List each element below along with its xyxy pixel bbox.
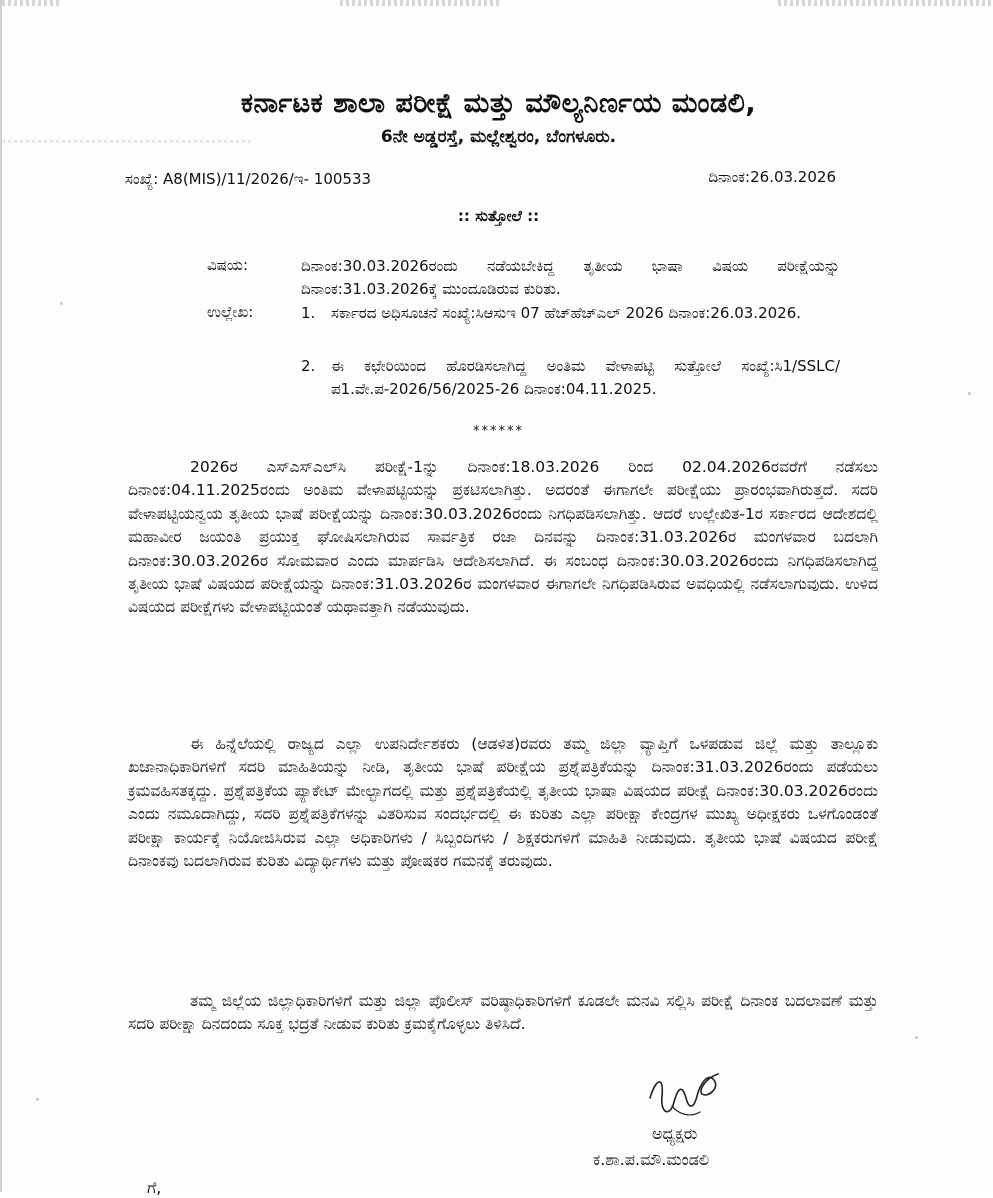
handwritten-signature: [642, 1058, 732, 1128]
scan-speck: [60, 302, 63, 305]
section-separator: ******: [473, 424, 524, 439]
organization-address: 6ನೇ ಅಡ್ಡರಸ್ತೆ, ಮಲ್ಲೇಶ್ವರಂ, ಬೆಂಗಳೂರು.: [380, 127, 617, 147]
scan-artifact-top-left: [2, 0, 62, 6]
signatory-title: ಅಧ್ಯಕ್ಷರು: [652, 1124, 698, 1143]
scan-speck: [36, 1098, 39, 1101]
reference-item: [301, 355, 840, 425]
reference-item: [301, 302, 840, 348]
subject-label: ವಿಷಯ:: [207, 256, 248, 274]
subject-text: ದಿನಾಂಕ:30.03.2026ರಂದು ನಡೆಯಬೇಕಿದ್ದ ತೃತೀಯ ಭಾಷಾ ವಿಷಯ ಪರೀಕ್ಷೆಯನ್ನು ದಿನಾಂಕ:31.03.2026ಕ್ಕೆ ಮುಂದೂಡಿರುವ ಕುರಿತು.: [301, 257, 840, 298]
recipient-to-label: ಗೆ,: [147, 1178, 162, 1197]
body-paragraph: ಈ ಹಿನ್ನೆಲೆಯಲ್ಲಿ ರಾಜ್ಯದ ಎಲ್ಲಾ ಉಪನಿರ್ದೇಶಕರು (ಆಡಳಿತ)ರವರು ತಮ್ಮ ಜಿಲ್ಲಾ ವ್ಯಾಪ್ತಿಗೆ ಒಳಪಡುವ ಜಿಲ್ಲೆ ಮತ್ತು ತಾಲ್ಲೂಕು ಖಜಾನಾಧಿಕಾರಿಗಳಿಗೆ ಸದರಿ ಮಾಹಿತಿಯನ್ನು ನೀಡಿ, ತೃತೀಯ ಭಾಷೆ ಪರೀಕ್ಷೆಯ ಪ್ರಶ್ನೆಪತ್ರಿಕೆಯನ್ನು ದಿನಾಂಕ:31.03.2026ರಂದು ಪಡೆಯಲು ಕ್ರಮವಹಿಸತಕ್ಕದ್ದು. ಪ್ರಶ್ನೆಪತ್ರಿಕೆಯ ಪ್ಯಾಕೇಟ್ ಮೇಲ್ಭಾಗದಲ್ಲಿ ಮತ್ತು ಪ್ರಶ್ನೆಪತ್ರಿಕೆಯಲ್ಲಿ ತೃತೀಯ ಭಾಷಾ ವಿಷಯದ ಪರೀಕ್ಷೆ ದಿನಾಂಕ:30.03.2026ರಂದು ಎಂದು ನಮೂದಾಗಿದ್ದು, ಸದರಿ ಪ್ರಶ್ನೆಪತ್ರಿಕೆಗಳನ್ನು ವಿತರಿಸುವ ಸಂದರ್ಭದಲ್ಲಿ ಈ ಕುರಿತು ಎಲ್ಲಾ ಪರೀಕ್ಷಾ ಕೇಂದ್ರಗಳ ಮುಖ್ಯ ಅಧೀಕ್ಷಕರು ಒಳಗೊಂಡಂತೆ ಪರೀಕ್ಷಾ ಕಾರ್ಯಕ್ಕೆ ನಿಯೋಜಿಸಿರುವ ಎಲ್ಲಾ ಅಧಿಕಾರಿಗಳು / ಸಿಬ್ಬಂದಿಗಳು / ಶಿಕ್ಷಕರುಗಳಿಗೆ ಮಾಹಿತಿ ನೀಡುವುದು. ತೃತೀಯ ಭಾಷೆ ವಿಷಯದ ಪರೀಕ್ಷೆ ದಿನಾಂಕವು ಬದಲಾಗಿರುವ ಕುರಿತು ವಿದ್ಯಾರ್ಥಿಗಳು ಮತ್ತು ಪೋಷಕರ ಗಮನಕ್ಕೆ ತರುವುದು.: [128, 735, 878, 871]
reference-number: ಸಂಖ್ಯೆ: A8(MIS)/11/2026/ಇ- 100533: [125, 170, 372, 188]
reference-item-text: ಸರ್ಕಾರದ ಅಧಿಸೂಚನೆ ಸಂಖ್ಯೆ:ಸಿಆಸುಇ 07 ಹೆಚ್‌ಹೆಚ್‌ಎಲ್ 2026 ದಿನಾಂಕ:26.03.2026.: [331, 304, 802, 322]
scan-artifact-top-right: [778, 0, 993, 6]
circular-heading: :: ಸುತ್ತೋಲೆ ::: [457, 207, 540, 225]
scan-speck: [915, 1036, 918, 1039]
reference-item-text: ಈ ಕಛೇರಿಯಿಂದ ಹೊರಡಿಸಲಾಗಿದ್ದ ಅಂತಿಮ ವೇಳಾಪಟ್ಟಿ ಸುತ್ತೋಲೆ ಸಂಖ್ಯೆ:ಸಿ1/SSLC/ಪ1.ವೇ.ಪ-2026/56/2025-26 ದಿನಾಂಕ:04.11.2025.: [331, 357, 840, 398]
reference-item-number: 2.: [301, 357, 316, 375]
body-paragraph: ತಮ್ಮ ಜಿಲ್ಲೆಯ ಜಿಲ್ಲಾಧಿಕಾರಿಗಳಿಗೆ ಮತ್ತು ಜಿಲ್ಲಾ ಪೊಲೀಸ್ ವರಿಷ್ಠಾಧಿಕಾರಿಗಳಿಗೆ ಕೂಡಲೇ ಮನವಿ ಸಲ್ಲಿಸಿ ಪರೀಕ್ಷೆ ದಿನಾಂಕ ಬದಲಾವಣೆ ಮತ್ತು ಸದರಿ ಪರೀಕ್ಷಾ ದಿನದಂದು ಸೂಕ್ತ ಭದ್ರತೆ ನೀಡುವ ಕುರಿತು ಕ್ರಮಕೈಗೊಳ್ಳಲು ತಿಳಿಸಿದೆ.: [128, 992, 878, 1034]
reference-item-number: 1.: [301, 304, 316, 322]
organization-title: ಕರ್ನಾಟಕ ಶಾಲಾ ಪರೀಕ್ಷೆ ಮತ್ತು ಮೌಲ್ಯನಿರ್ಣಯ ಮಂಡಲಿ,: [240, 88, 757, 119]
document-date: ದಿನಾಂಕ:26.03.2026: [708, 168, 836, 186]
signatory-organization: ಕ.ಶಾ.ಪ.ಮೌ.ಮಂಡಲಿ: [593, 1150, 710, 1169]
references-label: ಉಲ್ಲೇಖ:: [207, 303, 254, 321]
scan-artifact-top-center: [340, 0, 500, 6]
body-paragraph: 2026ರ ಎಸ್‌ಎಸ್‌ಎಲ್‌ಸಿ ಪರೀಕ್ಷೆ-1ನ್ನು ದಿನಾಂಕ:18.03.2026 ರಿಂದ 02.04.2026ರವರೆಗೆ ನಡೆಸಲು ದಿನಾಂಕ:04.11.2025ರಂದು ಅಂತಿಮ ವೇಳಾಪಟ್ಟಿಯನ್ನು ಪ್ರಕಟಿಸಲಾಗಿತ್ತು. ಅದರಂತೆ ಈಗಾಗಲೇ ಪರೀಕ್ಷೆಯು ಪ್ರಾರಂಭವಾಗಿರುತ್ತದೆ. ಸದರಿ ವೇಳಾಪಟ್ಟಿಯನ್ವಯ ತೃತೀಯ ಭಾಷೆ ಪರೀಕ್ಷೆಯನ್ನು ದಿನಾಂಕ:30.03.2026ರಂದು ನಿಗಧಿಪಡಿಸಲಾಗಿತ್ತು. ಆದರೆ ಉಲ್ಲೇಖಿತ-1ರ ಸರ್ಕಾರದ ಆದೇಶದಲ್ಲಿ ಮಹಾವೀರ ಜಯಂತಿ ಪ್ರಯುಕ್ತ ಘೋಷಿಸಲಾಗಿರುವ ಸಾರ್ವತ್ರಿಕ ರಜಾ ದಿನವನ್ನು ದಿನಾಂಕ:31.03.2026ರ ಮಂಗಳವಾರ ಬದಲಾಗಿ ದಿನಾಂಕ:30.03.2026ರ ಸೋಮವಾರ ಎಂದು ಮಾರ್ಪಡಿಸಿ ಆದೇಶಿಸಲಾಗಿದೆ. ಈ ಸಂಬಂಧ ದಿನಾಂಕ:30.03.2026ರಂದು ನಿಗಧಿಪಡಿಸಲಾಗಿದ್ದ ತೃತೀಯ ಭಾಷೆ ವಿಷಯದ ಪರೀಕ್ಷೆಯನ್ನು ದಿನಾಂಕ:31.03.2026ರ ಮಂಗಳವಾರ ಈಗಾಗಲೇ ನಿಗಧಿಪಡಿಸಿರುವ ಅವಧಿಯಲ್ಲಿ ನಡೆಸಲಾಗುವುದು. ಉಳಿದ ವಿಷಯದ ಪರೀಕ್ಷೆಗಳು ವೇಳಾಪಟ್ಟಿಯಂತೆ ಯಥಾವತ್ತಾಗಿ ನಡೆಯುವುದು.: [128, 458, 878, 617]
scan-speck: [968, 392, 971, 395]
